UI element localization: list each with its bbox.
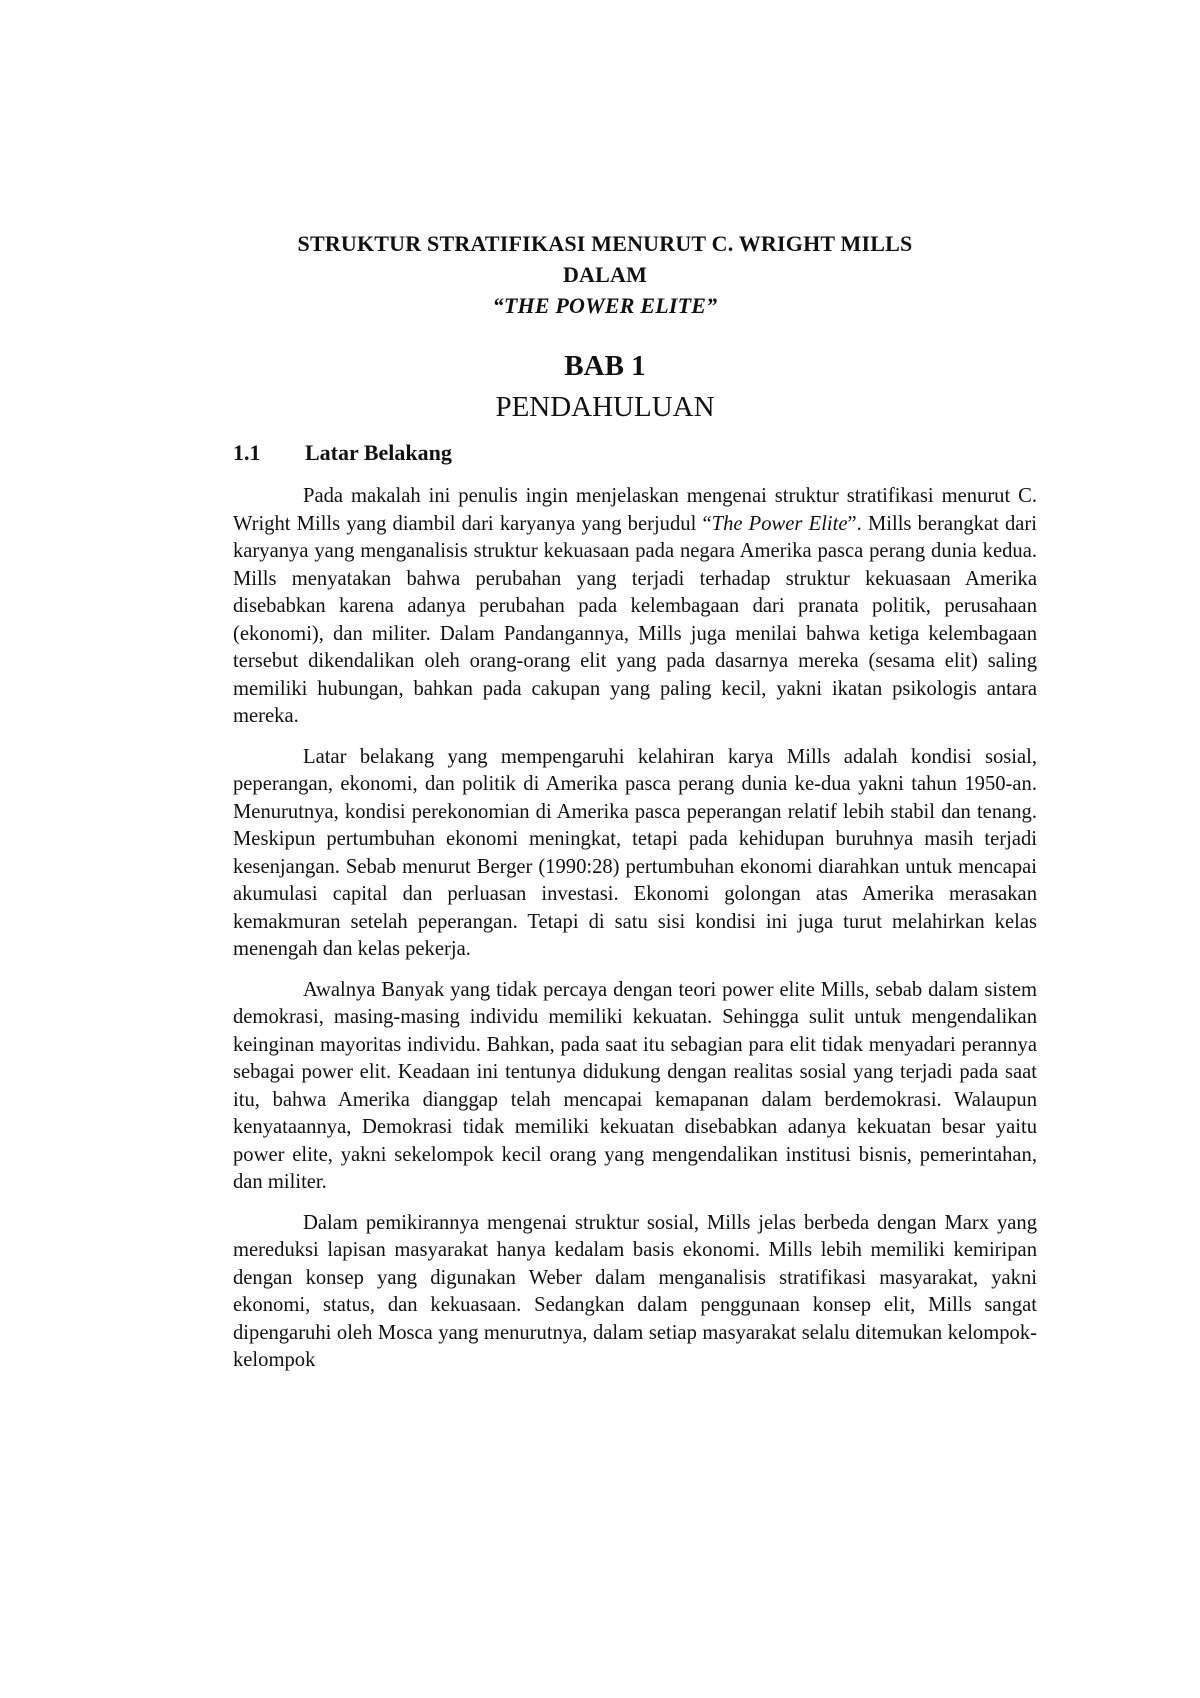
book-title-italic: The Power Elite: [711, 512, 848, 535]
paragraph-4: Dalam pemikirannya mengenai struktur sosial, Mills jelas berbeda dengan Marx yang mereduksi lapisan masyarakat hanya kedalam basis ekonomi. Mills lebih memiliki kemiripan dengan konsep yang digunakan Weber dalam menganalisis stratifikasi masyarakat, yakni ekonomi, status, dan kekuasaan. Sedangkan dalam penggunaan konsep elit, Mills sangat dipengaruhi oleh Mosca yang menurutnya, dalam setiap masyarakat selalu ditemukan kelompok-kelompok: [233, 1211, 1037, 1371]
paragraph-2: Latar belakang yang mempengaruhi kelahiran karya Mills adalah kondisi sosial, peperangan, ekonomi, dan politik di Amerika pasca perang dunia ke-dua yakni tahun 1950-an. Menurutnya, kondisi perekonomian di Amerika pasca peperangan relatif lebih stabil dan tenang. Meskipun pertumbuhan ekonomi meningkat, tetapi pada kehidupan buruhnya masih terjadi kesenjangan. Sebab menurut Berger (1990:28) pertumbuhan ekonomi diarahkan untuk mencapai akumulasi capital dan perluasan investasi. Ekonomi golongan atas Amerika merasakan kemakmuran setelah peperangan. Tetapi di satu sisi kondisi ini juga turut melahirkan kelas menengah dan kelas pekerja.: [233, 745, 1037, 960]
paragraph-1-after: ”. Mills berangkat dari karyanya yang menganalisis struktur kekuasaan pada negara Amerika pasca perang dunia kedua. Mills menyatakan bahwa perubahan yang terjadi terhadap struktur kekuasaan Amerika disebabkan karena adanya perubahan pada kelembagaan dari pranata politik, perusahaan (ekonomi), dan militer. Dalam Pandangannya, Mills juga menilai bahwa ketiga kelembagaan tersebut dikendalikan oleh orang-orang elit yang pada dasarnya mereka (sesama elit) saling memiliki hubungan, bahkan pada cakupan yang paling kecil, yakni ikatan psikologis antara mereka.: [233, 512, 1037, 727]
title-line-1: STRUKTUR STRATIFIKASI MENURUT C. WRIGHT MILLS: [297, 231, 913, 256]
body-text: [233, 483, 1037, 1388]
section-heading: [233, 438, 452, 468]
paragraph-1-before: Pada makalah ini penulis ingin menjelaskan mengenai struktur stratifikasi menurut C. Wright Mills yang diambil dari karyanya yang berjudul “: [233, 485, 1037, 535]
title-line-2: DALAM: [562, 262, 648, 287]
document-title: [180, 228, 1030, 321]
chapter-title: PENDAHULUAN: [495, 391, 715, 423]
title-line-3: “THE POWER ELITE”: [492, 293, 718, 318]
section-number: 1.1: [233, 440, 261, 465]
chapter-label: BAB 1: [564, 350, 646, 382]
section-title: Latar Belakang: [305, 440, 452, 465]
paragraph-1: [233, 483, 1037, 731]
paragraph-3: Awalnya Banyak yang tidak percaya dengan teori power elite Mills, sebab dalam sistem demokrasi, masing-masing individu memiliki kekuatan. Sehingga sulit untuk mengendalikan keinginan mayoritas individu. Bahkan, pada saat itu sebagian para elit tidak menyadari perannya sebagai power elit. Keadaan ini tentunya didukung dengan realitas sosial yang terjadi pada saat itu, bahwa Amerika dianggap telah mencapai kemapanan dalam berdemokrasi. Walaupun kenyataannya, Demokrasi tidak memiliki kekuatan disebabkan adanya kekuatan besar yaitu power elite, yakni sekelompok kecil orang yang mengendalikan institusi bisnis, pemerintahan, dan militer.: [233, 978, 1037, 1193]
chapter-heading: [180, 346, 1030, 428]
